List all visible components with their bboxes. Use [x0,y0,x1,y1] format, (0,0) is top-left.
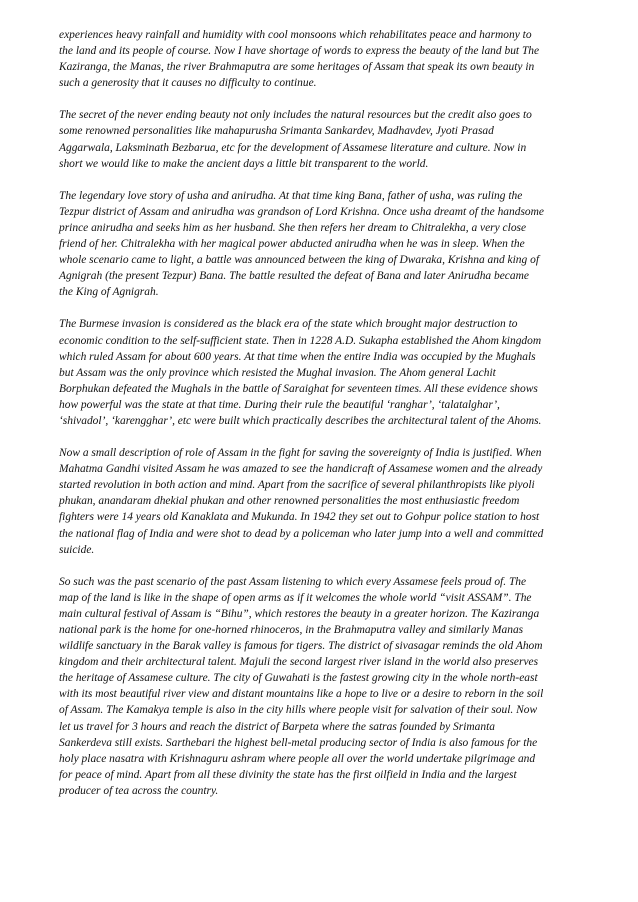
text-line: the national flag of India and were shot to dead by a policeman who later jump into a well and committed [59,527,544,540]
text-line: such a generosity that it causes no difficulty to continue. [59,77,317,90]
text-line: Tezpur district of Assam and anirudha was grandson of Lord Krishna. Once usha dreamt of the handsome [59,205,544,218]
text-line: the King of Agnigrah. [59,286,159,299]
text-line: fighters were 14 years old Kanaklata and Mukunda. In 1942 they set out to Gohpur police station to host [59,511,540,524]
text-line: Borphukan defeated the Mughals in the battle of Saraighat for seventeen times. All these evidence shows [59,382,538,395]
text-line: Aggarwala, Laksminath Bezbarua, etc for the development of Assamese literature and culture. Now in [59,141,527,154]
text-line: Now a small description of role of Assam in the fight for saving the sovereignty of India is justified. When [59,447,542,460]
text-line: whole scenario came to light, a battle was announced between the king of Dwaraka, Krishna and king of [59,254,540,267]
paragraph-freedom-struggle [59,445,605,558]
text-line: Agnigrah (the present Tezpur) Bana. The battle resulted the defeat of Bana and later Anirudha became [59,270,529,283]
text-line: Sankerdeva still exists. Sarthebari the highest bell-metal producing sector of India is also famous for the [59,736,538,749]
text-line: So such was the past scenario of the past Assam listening to which every Assamese feels proud of. The [59,575,527,588]
text-line: The secret of the never ending beauty not only includes the natural resources but the credit also goes to [59,109,532,122]
text-line: Mahatma Gandhi visited Assam he was amazed to see the handicraft of Assamese women and the already [59,463,543,476]
text-line: The Burmese invasion is considered as the black era of the state which brought major destruction to [59,318,518,331]
text-line: with its most beautiful river view and distant mountains like a hope to live or a desire to reborn in the soil [59,688,544,701]
paragraph-personalities [59,107,605,171]
text-line: short we would like to make the ancient days a little bit transparent to the world. [59,157,429,170]
text-line: map of the land is like in the shape of open arms as if it welcomes the whole world “visit ASSAM”. The [59,591,532,604]
paragraph-intro-heritage [59,27,605,91]
text-line: main cultural festival of Assam is “Bihu”, which restores the beauty in a greater horizon. The Kaziranga [59,607,540,620]
text-line: let us travel for 3 hours and reach the district of Barpeta where the satras founded by Srimanta [59,720,495,733]
text-line: for peace of mind. Apart from all these divinity the state has the first oilfield in India and the largest [59,768,517,781]
paragraph-usha-anirudha [59,188,605,301]
text-line: friend of her. Chitralekha with her magical power abducted anirudha when he was in sleep. When the [59,238,525,251]
text-line: wildlife sanctuary in the Barak valley is famous for tigers. The district of sivasagar reminds the old Ahom [59,640,543,653]
text-line: economic condition to the self-sufficient state. Then in 1228 A.D. Sukapha established the Ahom kingdom [59,334,542,347]
text-line: phukan, anandaram dhekial phukan and other renowned personalities the most enthusiastic freedom [59,495,520,508]
text-line: producer of tea across the country. [59,784,219,797]
text-line: holy place nasatra with Krishnaguru ashram where people all over the world undertake pilgrimage and [59,752,536,765]
text-line: Kaziranga, the Manas, the river Brahmaputra are some heritages of Assam that speak its own beauty in [59,61,535,74]
text-line: the land and its people of course. Now I have shortage of words to express the beauty of the land but The [59,45,540,58]
text-line: but Assam was the only province which resisted the Mughal invasion. The Ahom general Lachit [59,366,496,379]
text-line: The legendary love story of usha and anirudha. At that time king Bana, father of usha, was ruling the [59,189,523,202]
text-line: national park is the home for one-horned rhinoceros, in the Brahmaputra valley and similarly Manas [59,624,524,636]
document-page [59,27,605,815]
text-line: the heritage of Assamese culture. The city of Guwahati is the fastest growing city in the whole north-east [59,672,538,685]
text-line: kingdom and their architectural talent. Majuli the second largest river island in the world also preserves [59,656,539,669]
text-line: started revolution in both action and mind. Apart from the sacrifice of several philanthropists like piyoli [59,479,535,492]
paragraph-present-assam [59,574,605,799]
text-line: experiences heavy rainfall and humidity with cool monsoons which rehabilitates peace and harmony to [59,29,532,41]
text-line: ‘shivadol’, ‘karengghar’, etc were built which practically describes the architectural talent of the Ahoms. [59,414,542,427]
text-line: suicide. [59,543,95,556]
text-line: some renowned personalities like mahapurusha Srimanta Sankardev, Madhavdev, Jyoti Prasad [59,125,494,138]
text-line: which ruled Assam for about 600 years. At that time when the entire India was occupied by the Mughals [59,350,536,363]
text-line: of Assam. The Kamakya temple is also in the city hills where people visit for salvation of their soul. Now [59,704,538,717]
text-line: prince anirudha and seeks him as her husband. She then refers her dream to Chitralekha, a very close [59,221,527,234]
paragraph-ahom-history [59,316,605,429]
text-line: how powerful was the state at that time. During their rule the beautiful ‘ranghar’, ‘talatalghar’, [59,398,500,411]
